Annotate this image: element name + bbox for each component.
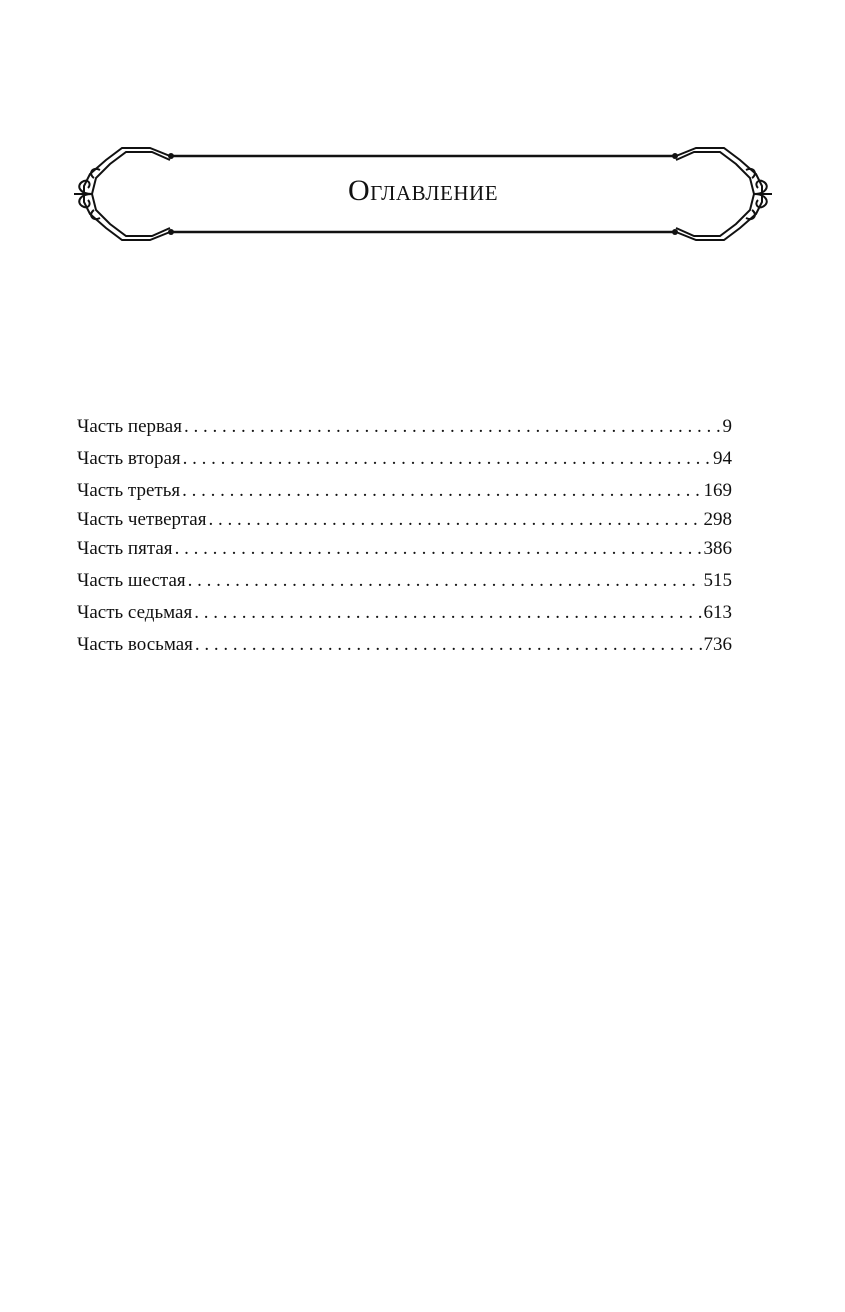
toc-entry-page: 9 <box>722 416 732 437</box>
toc-dot-leader <box>184 411 721 443</box>
toc-entry[interactable] <box>77 597 732 629</box>
toc-entry[interactable] <box>77 629 732 661</box>
toc-entry-label: Часть пятая <box>77 538 173 559</box>
toc-entry[interactable] <box>77 443 732 475</box>
toc-dot-leader <box>188 565 702 597</box>
toc-dot-leader <box>182 475 701 507</box>
toc-dot-leader <box>195 629 702 661</box>
toc-entry[interactable] <box>77 411 732 443</box>
toc-entry[interactable] <box>77 507 732 533</box>
toc-entry-page: 386 <box>703 538 732 559</box>
toc-entry-label: Часть третья <box>77 480 181 501</box>
toc-entry-page: 736 <box>703 634 732 655</box>
page-title: Оглавление <box>347 174 499 207</box>
toc-entry-page: 298 <box>703 509 732 530</box>
toc-entry-page: 613 <box>703 602 732 623</box>
toc-entry-label: Часть вторая <box>77 448 181 469</box>
table-of-contents <box>77 411 732 661</box>
toc-entry-label: Часть шестая <box>77 570 186 591</box>
toc-entry-page: 94 <box>713 448 732 469</box>
toc-entry[interactable] <box>77 475 732 507</box>
toc-dot-leader <box>175 533 702 565</box>
toc-entry-page: 515 <box>703 570 732 591</box>
title-ornamental-frame <box>70 140 776 248</box>
toc-entry-page: 169 <box>703 480 732 501</box>
toc-entry-label: Часть седьмая <box>77 602 193 623</box>
toc-dot-leader <box>208 507 701 533</box>
toc-entry-label: Часть восьмая <box>77 634 193 655</box>
toc-entry[interactable] <box>77 565 732 597</box>
toc-entry[interactable] <box>77 533 732 565</box>
toc-dot-leader <box>194 597 701 629</box>
toc-entry-label: Часть четвертая <box>77 509 207 530</box>
toc-dot-leader <box>183 443 711 475</box>
toc-entry-label: Часть первая <box>77 416 182 437</box>
